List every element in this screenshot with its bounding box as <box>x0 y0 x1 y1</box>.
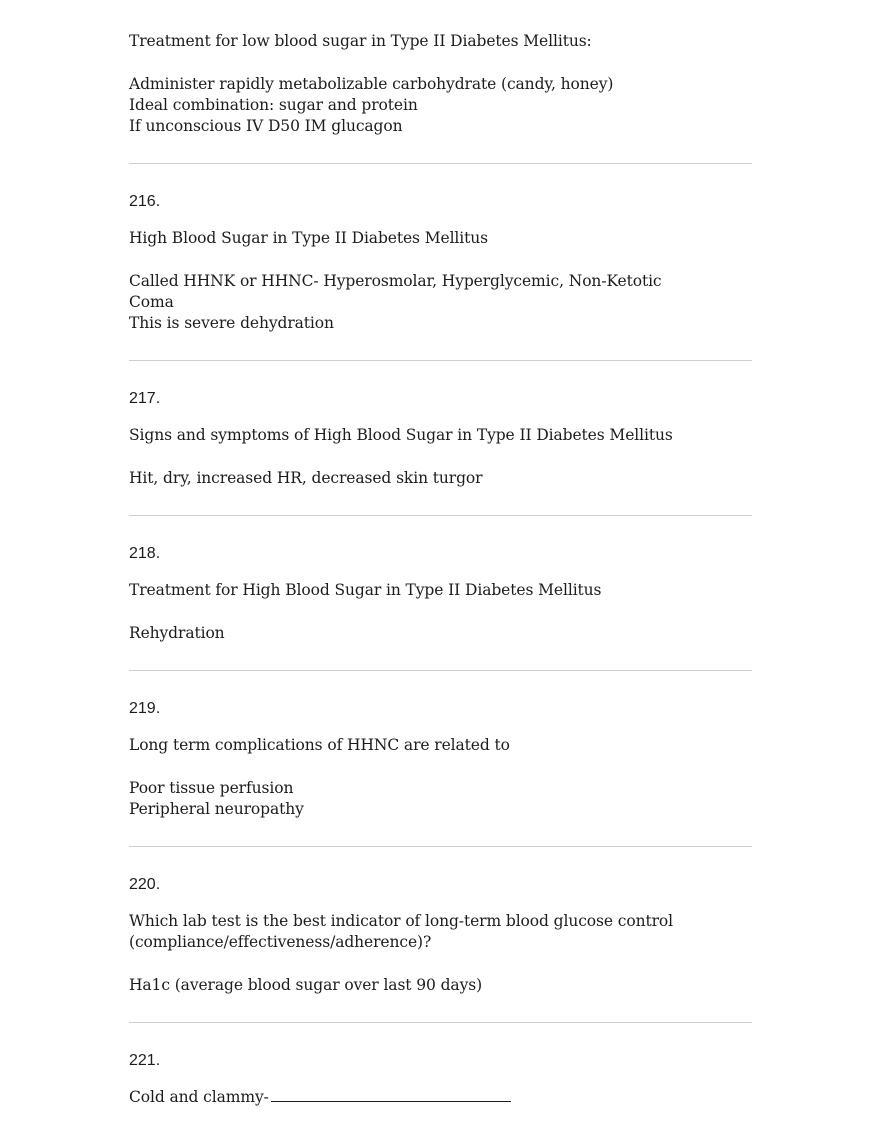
question-line: Long term complications of HHNC are related to <box>129 736 510 754</box>
answer-line: If unconscious IV D50 IM glucagon <box>129 117 403 135</box>
answer-line: Ideal combination: sugar and protein <box>129 96 418 114</box>
question-text <box>129 735 752 756</box>
question-line: Signs and symptoms of High Blood Sugar in Type II Diabetes Mellitus <box>129 426 673 444</box>
card-219 <box>129 699 752 820</box>
card-number: 220. <box>129 876 161 893</box>
divider <box>129 163 752 164</box>
divider <box>129 670 752 671</box>
card-number: 216. <box>129 193 161 210</box>
card-217 <box>129 389 752 489</box>
answer-line: This is severe dehydration <box>129 314 334 332</box>
answer-text <box>129 778 752 820</box>
flashcard-page <box>129 30 752 1108</box>
card-number: 221. <box>129 1052 161 1069</box>
answer-text <box>129 975 752 996</box>
question-line: Treatment for High Blood Sugar in Type II Diabetes Mellitus <box>129 581 602 599</box>
divider <box>129 846 752 847</box>
answer-line: Ha1c (average blood sugar over last 90 days) <box>129 976 483 994</box>
answer-line: Poor tissue perfusion <box>129 779 294 797</box>
answer-line: Rehydration <box>129 624 225 642</box>
question-line: (compliance/effectiveness/adherence)? <box>129 933 432 951</box>
answer-line: Administer rapidly metabolizable carbohydrate (candy, honey) <box>129 75 614 93</box>
card-number: 218. <box>129 545 161 562</box>
answer-text <box>129 468 752 489</box>
card-intro <box>129 31 752 137</box>
card-216 <box>129 192 752 334</box>
divider <box>129 1022 752 1023</box>
answer-text <box>129 623 752 644</box>
answer-line: Called HHNK or HHNC- Hyperosmolar, Hyperglycemic, Non-Ketotic <box>129 272 662 290</box>
question-line: Cold and clammy- <box>129 1088 269 1106</box>
question-text: Treatment for low blood sugar in Type II Diabetes Mellitus: <box>129 32 592 50</box>
question-line: Which lab test is the best indicator of long-term blood glucose control <box>129 912 674 930</box>
question-text <box>129 228 752 249</box>
answer-line: Coma <box>129 293 174 311</box>
divider <box>129 360 752 361</box>
card-221 <box>129 1051 752 1108</box>
question-text <box>129 425 752 446</box>
question-line: High Blood Sugar in Type II Diabetes Mellitus <box>129 229 489 247</box>
question-text <box>129 911 752 953</box>
question-text <box>129 1087 752 1108</box>
question-text <box>129 580 752 601</box>
answer-text <box>129 74 752 137</box>
answer-line: Peripheral neuropathy <box>129 800 304 818</box>
card-number: 217. <box>129 390 161 407</box>
answer-text <box>129 271 752 334</box>
card-220 <box>129 875 752 996</box>
card-218 <box>129 544 752 644</box>
divider <box>129 515 752 516</box>
answer-line: Hit, dry, increased HR, decreased skin turgor <box>129 469 483 487</box>
fill-in-blank <box>271 1087 511 1102</box>
card-number: 219. <box>129 700 161 717</box>
